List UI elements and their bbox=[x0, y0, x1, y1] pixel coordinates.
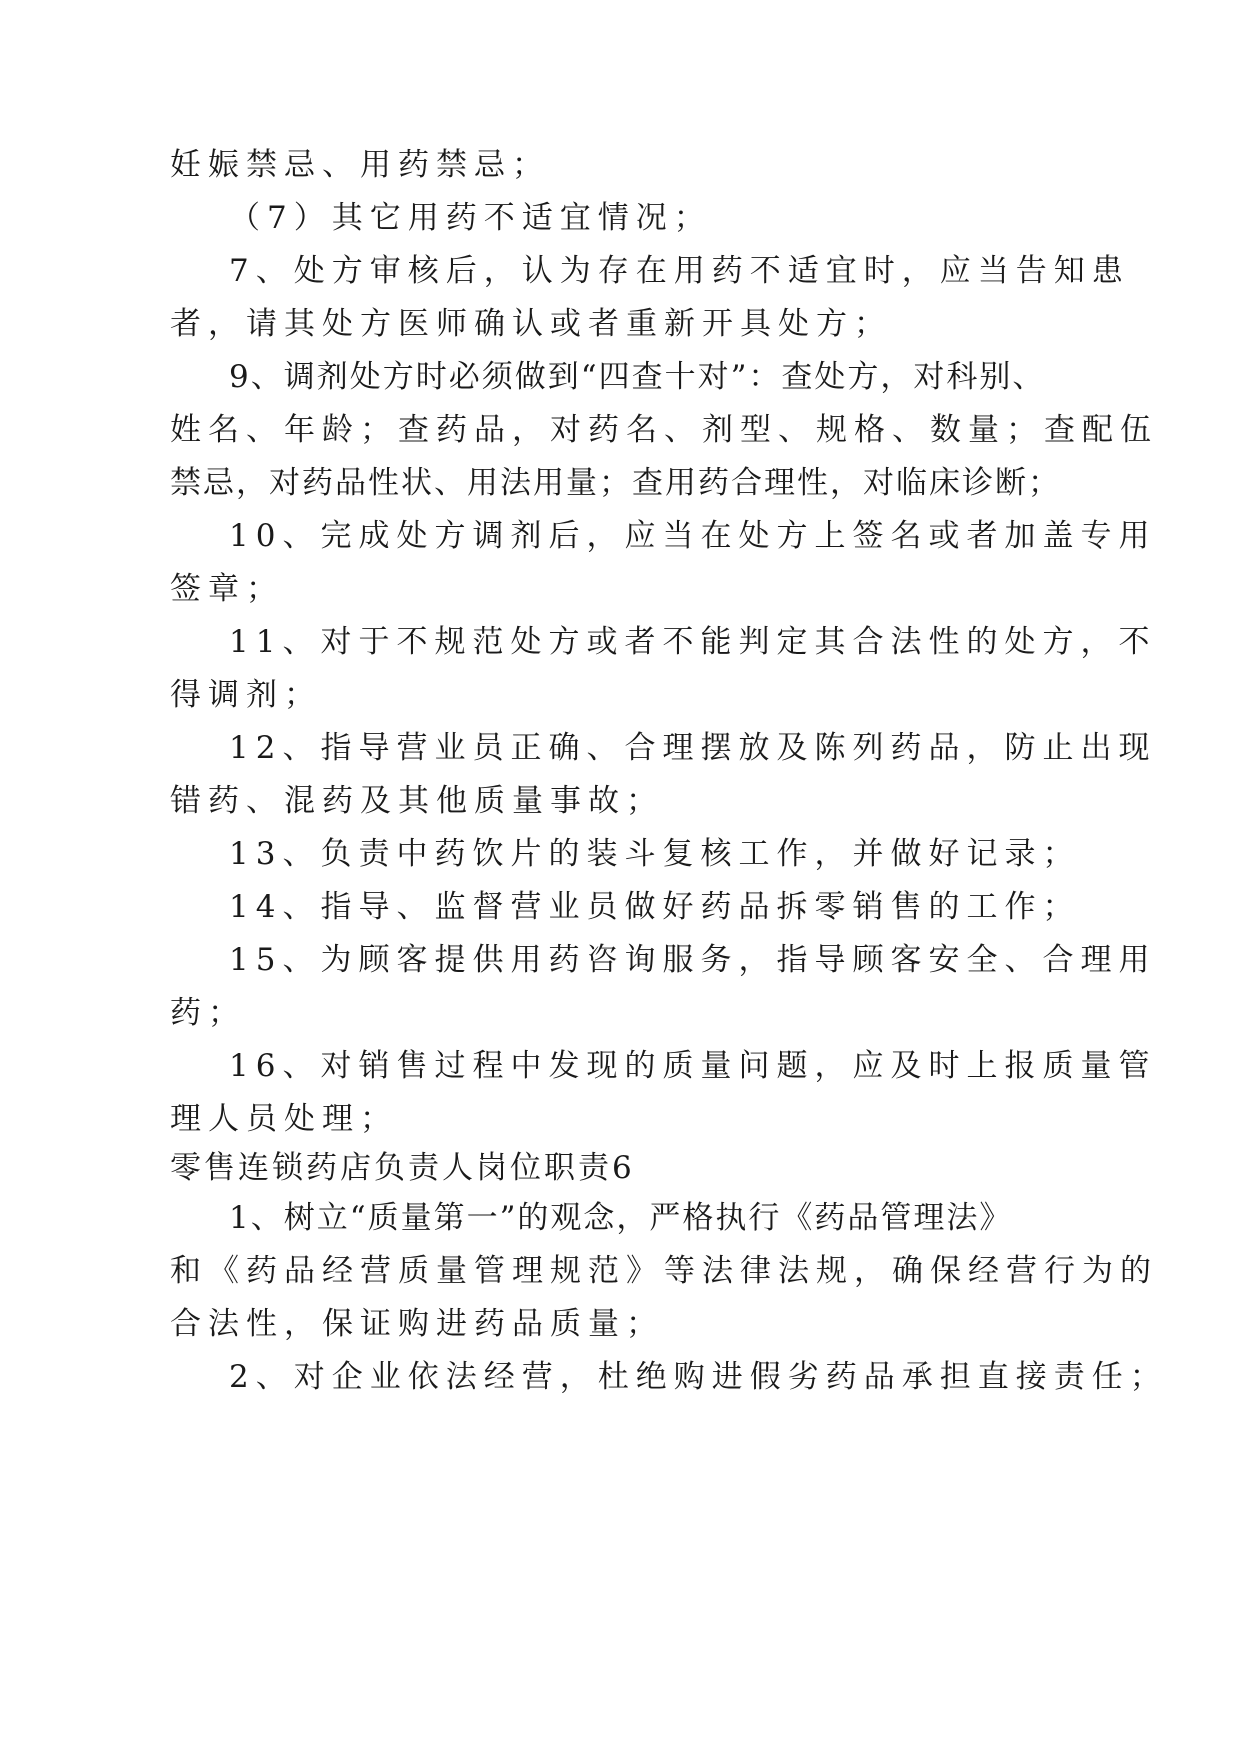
text-line: 16、对销售过程中发现的质量问题，应及时上报质量管 bbox=[229, 1048, 1157, 1084]
text-line: 14、指导、监督营业员做好药品拆零销售的工作； bbox=[229, 889, 1081, 925]
text-line: 7、处方审核后，认为存在用药不适宜时，应当告知患 bbox=[229, 253, 1130, 289]
text-line: 理人员处理； bbox=[170, 1101, 398, 1137]
text-line: 15、为顾客提供用药咨询服务，指导顾客安全、合理用 bbox=[229, 942, 1157, 978]
text-line: 12、指导营业员正确、合理摆放及陈列药品，防止出现 bbox=[229, 730, 1157, 766]
text-line: 9、调剂处方时必须做到“四查十对”：查处方，对科别、 bbox=[229, 359, 1046, 395]
text-line: 药； bbox=[170, 995, 246, 1031]
text-line: 11、对于不规范处方或者不能判定其合法性的处方，不 bbox=[229, 624, 1157, 660]
text-line: 合法性，保证购进药品质量； bbox=[170, 1306, 664, 1342]
text-line: 签章； bbox=[170, 571, 284, 607]
text-line: 妊娠禁忌、用药禁忌； bbox=[170, 147, 550, 183]
section-heading: 零售连锁药店负责人岗位职责6 bbox=[170, 1150, 635, 1186]
text-line: 者，请其处方医师确认或者重新开具处方； bbox=[170, 306, 892, 342]
text-line: 错药、混药及其他质量事故； bbox=[170, 783, 664, 819]
text-line: 2、对企业依法经营，杜绝购进假劣药品承担直接责任； bbox=[229, 1359, 1168, 1395]
text-line: 得调剂； bbox=[170, 677, 322, 713]
text-line: 10、完成处方调剂后，应当在处方上签名或者加盖专用 bbox=[229, 518, 1157, 554]
text-line: （7）其它用药不适宜情况； bbox=[229, 200, 712, 236]
text-line: 13、负责中药饮片的装斗复核工作，并做好记录； bbox=[229, 836, 1081, 872]
text-line: 1、树立“质量第一”的观念，严格执行《药品管理法》 bbox=[229, 1200, 1013, 1236]
text-line: 禁忌，对药品性状、用法用量；查用药合理性，对临床诊断； bbox=[170, 465, 1061, 501]
text-line: 和《药品经营质量管理规范》等法律法规，确保经营行为的 bbox=[170, 1253, 1158, 1289]
text-line: 姓名、年龄；查药品，对药名、剂型、规格、数量；查配伍 bbox=[170, 412, 1158, 448]
